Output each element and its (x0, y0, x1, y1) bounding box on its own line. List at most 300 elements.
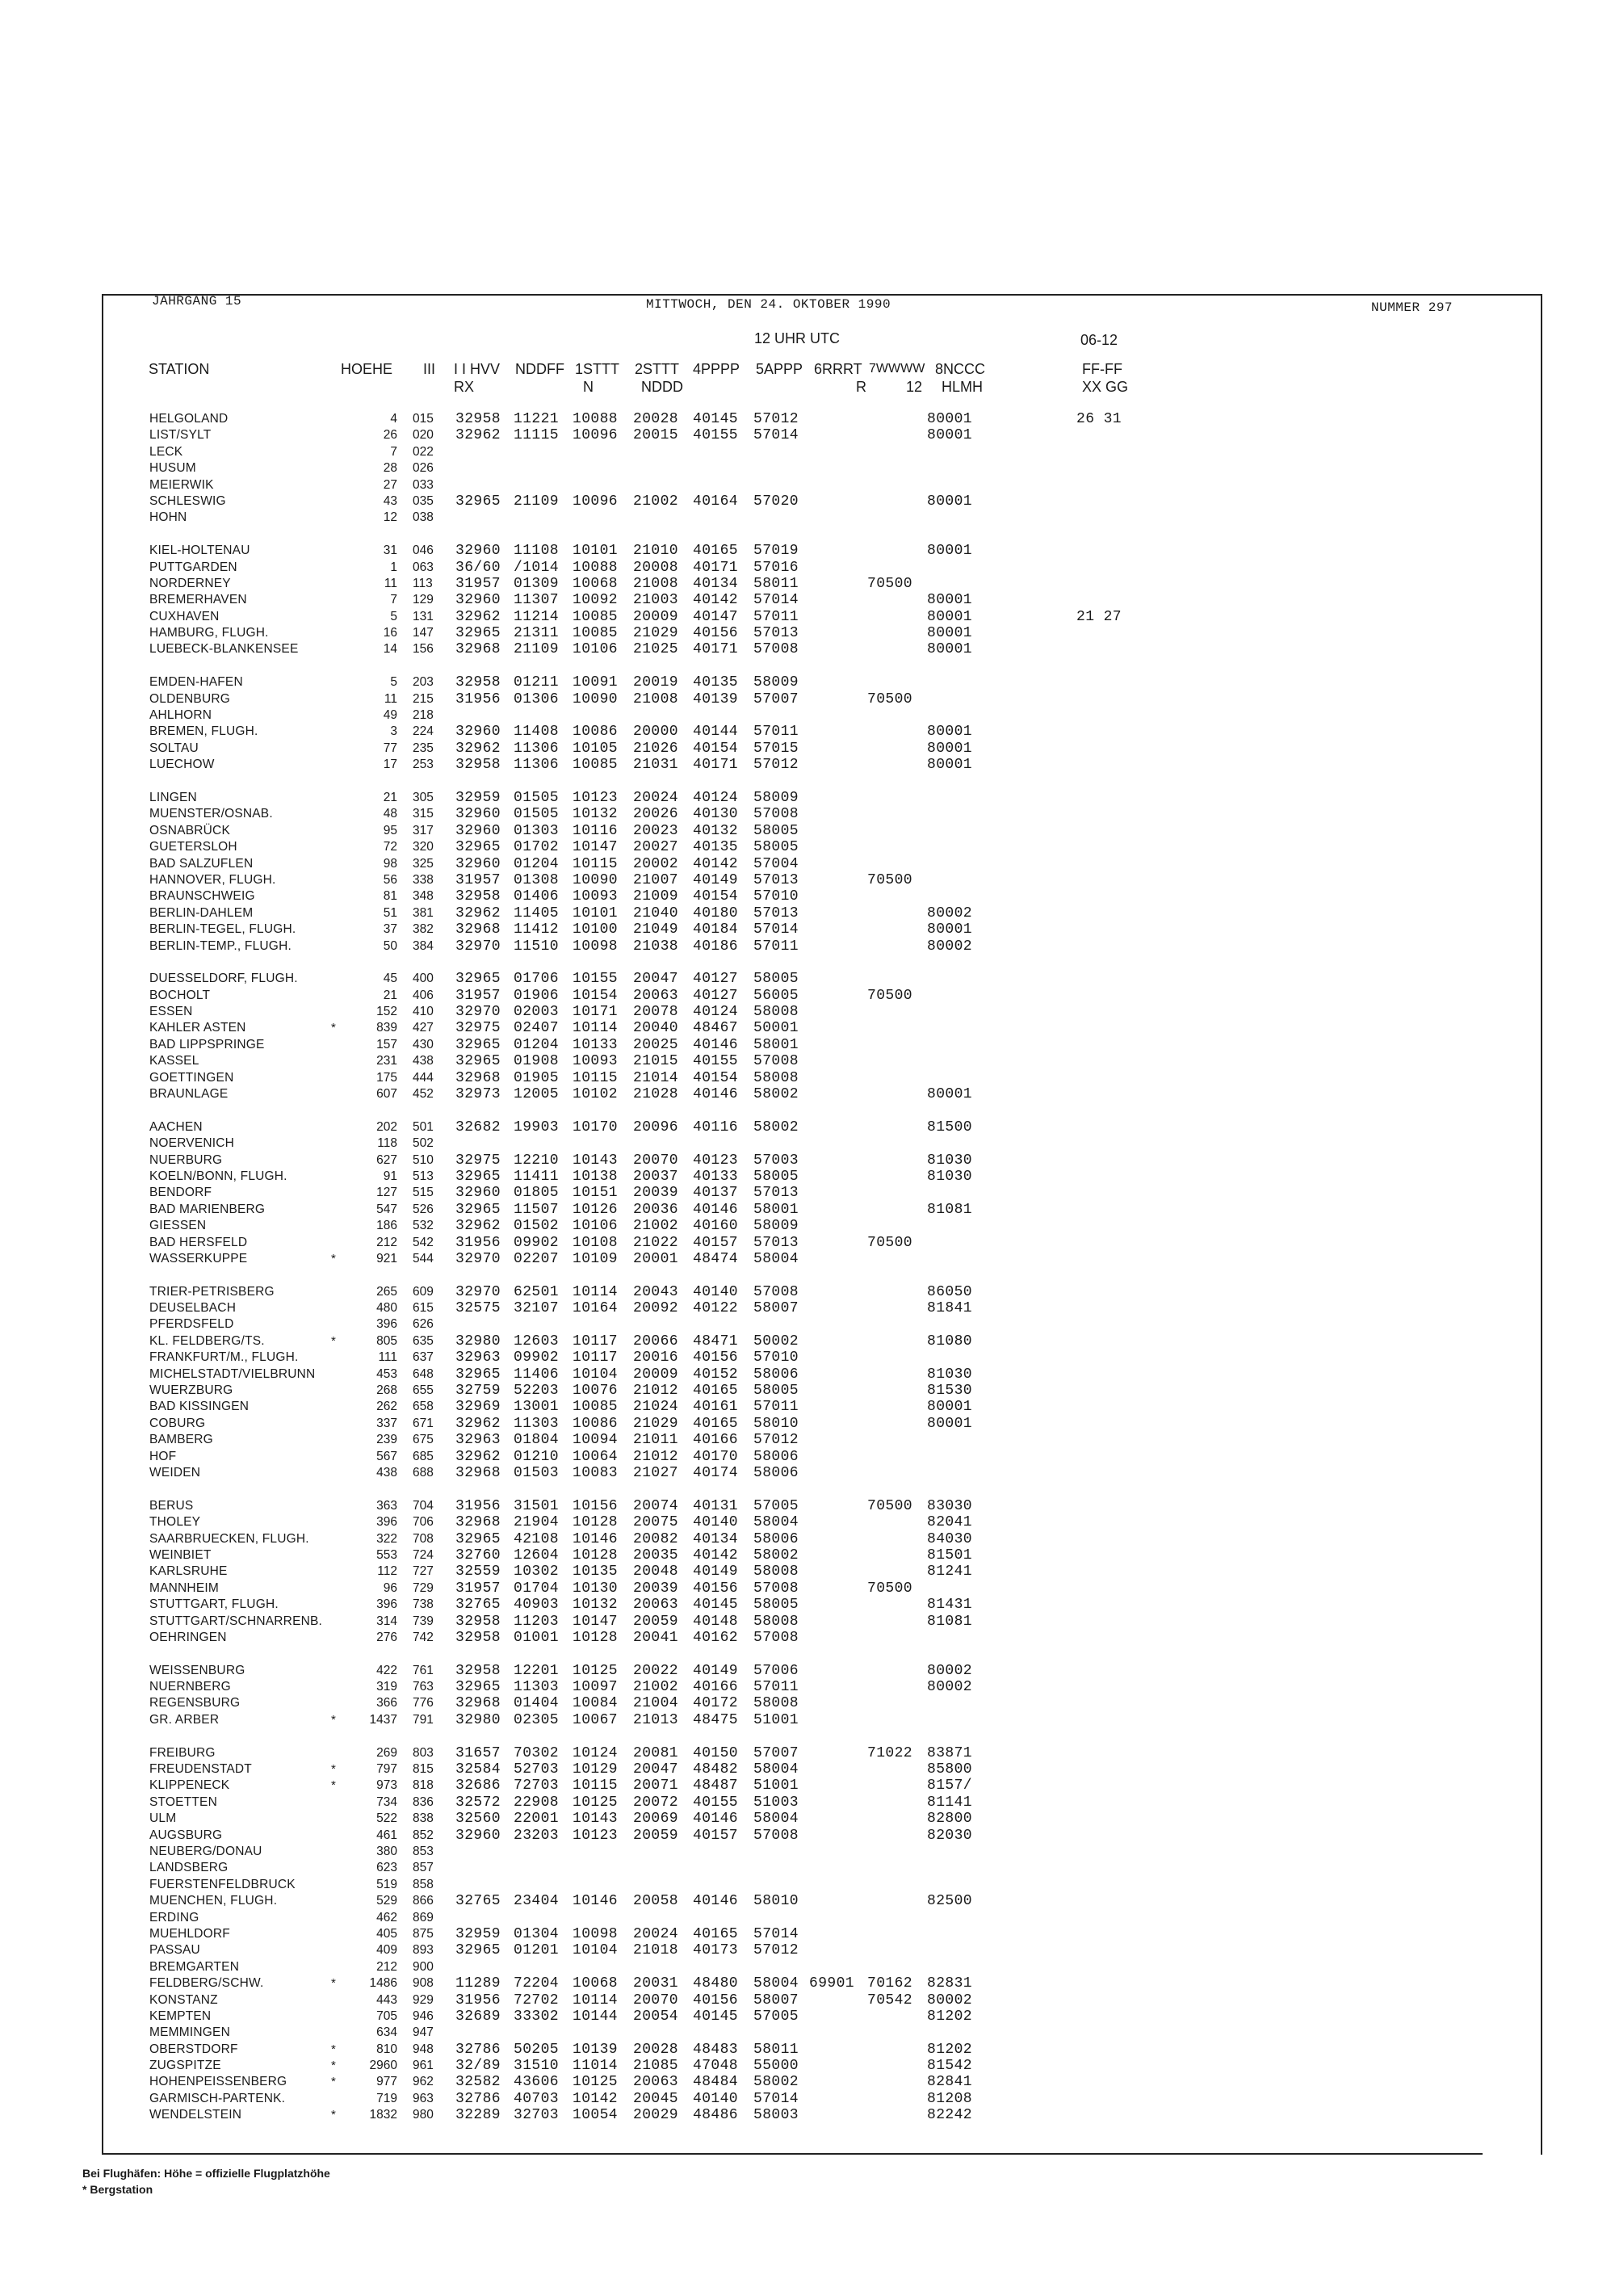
group-ihvv: 31956 (455, 1234, 501, 1251)
group-2sttt: 20058 (633, 1893, 679, 1910)
station-id: 742 (413, 1630, 434, 1644)
mountain-mark: * (331, 1762, 336, 1777)
group-8nccc: 80001 (927, 427, 973, 444)
group-2sttt: 21008 (633, 690, 679, 707)
station-height: 461 (376, 1828, 397, 1842)
station-height: 95 (383, 823, 397, 837)
station-height: 26 (383, 428, 397, 443)
group-2sttt: 21038 (633, 938, 679, 955)
group-2sttt: 21012 (633, 1448, 679, 1465)
table-row (0, 938, 1615, 955)
station-height: 11 (384, 576, 397, 590)
table-row (0, 1349, 1615, 1366)
group-4pppp: 40131 (693, 1497, 739, 1514)
group-4pppp: 40134 (693, 1530, 739, 1547)
group-2sttt: 20071 (633, 1778, 679, 1794)
group-2sttt: 20054 (633, 2008, 679, 2025)
station-id: 738 (413, 1597, 434, 1612)
group-4pppp: 40148 (693, 1613, 739, 1630)
station-id: 035 (413, 493, 434, 508)
station-name: KOELN/BONN, FLUGH. (149, 1169, 287, 1183)
table-row (0, 1020, 1615, 1036)
station-name: NOERVENICH (149, 1136, 235, 1151)
station-name: GOETTINGEN (149, 1070, 234, 1085)
station-name: WENDELSTEIN (149, 2108, 242, 2122)
station-id: 739 (413, 1614, 434, 1628)
station-name: FELDBERG/SCHW. (149, 1976, 264, 1991)
table-row (0, 625, 1615, 641)
station-name: MEIERWIK (149, 477, 214, 492)
group-ihvv: 32975 (455, 1152, 501, 1169)
station-id: 615 (413, 1301, 434, 1316)
section-gap (0, 1646, 1615, 1662)
group-2sttt: 21029 (633, 625, 679, 642)
station-height: 112 (377, 1564, 397, 1579)
group-1sttt: 10128 (573, 1629, 619, 1646)
group-8nccc: 81202 (927, 2008, 973, 2025)
mountain-mark: * (331, 1021, 336, 1035)
group-4pppp: 40145 (693, 411, 739, 427)
group-ihvv: 32965 (455, 839, 501, 856)
station-name: BREMEN, FLUGH. (149, 724, 258, 739)
col-header-2sttt: 2STTT (635, 361, 680, 377)
station-name: SOLTAU (149, 741, 199, 755)
group-2sttt: 20069 (633, 1811, 679, 1828)
table-row (0, 2025, 1615, 2041)
table-row (0, 741, 1615, 757)
station-id: 305 (413, 790, 434, 804)
group-7wwww: 70500 (867, 1580, 913, 1597)
station-id: 510 (413, 1152, 434, 1167)
group-8nccc: 81141 (927, 1794, 973, 1811)
station-name: ESSEN (149, 1005, 193, 1019)
station-height: 186 (376, 1219, 397, 1233)
station-height: 529 (376, 1894, 397, 1908)
group-5appp: 57003 (753, 1152, 799, 1169)
station-name: SCHLESWIG (149, 493, 226, 508)
group-8nccc: 81841 (927, 1300, 973, 1317)
station-name: FREUDENSTADT (149, 1762, 252, 1777)
group-ihvv: 32575 (455, 1300, 501, 1317)
mountain-mark: * (331, 2108, 336, 2122)
group-nddff: 11214 (514, 608, 560, 625)
group-ihvv: 31956 (455, 1497, 501, 1514)
group-5appp: 58009 (753, 674, 799, 691)
group-1sttt: 10130 (573, 1580, 619, 1597)
station-id: 532 (413, 1219, 434, 1233)
group-8nccc: 80001 (927, 740, 973, 757)
group-1sttt: 10101 (573, 905, 619, 921)
group-nddff: 02003 (514, 1004, 560, 1021)
group-nddff: 31501 (514, 1497, 560, 1514)
group-5appp: 58007 (753, 1300, 799, 1317)
group-4pppp: 40161 (693, 1399, 739, 1416)
station-id: 515 (413, 1186, 434, 1200)
period-label: 06-12 (1080, 332, 1118, 348)
group-1sttt: 10098 (573, 1925, 619, 1942)
station-height: 111 (378, 1350, 397, 1365)
station-id: 761 (413, 1663, 434, 1677)
station-name: BRAUNSCHWEIG (149, 889, 255, 904)
station-height: 1486 (369, 1976, 397, 1991)
issue-date: MITTWOCH, DEN 24. OKTOBER 1990 (646, 297, 891, 312)
group-8nccc: 82242 (927, 2107, 973, 2124)
table-row (0, 1399, 1615, 1415)
group-1sttt: 10088 (573, 411, 619, 427)
station-name: PUTTGARDEN (149, 560, 237, 574)
group-5appp: 57014 (753, 1925, 799, 1942)
group-2sttt: 20028 (633, 411, 679, 427)
station-height: 977 (376, 2075, 397, 2089)
station-id: 635 (413, 1333, 434, 1348)
group-2sttt: 21029 (633, 1415, 679, 1432)
group-2sttt: 21008 (633, 575, 679, 592)
group-4pppp: 40146 (693, 1811, 739, 1828)
table-row (0, 1794, 1615, 1811)
table-row (0, 1893, 1615, 1909)
group-ihvv: 32960 (455, 724, 501, 741)
group-ihvv: 31657 (455, 1744, 501, 1761)
station-id: 836 (413, 1794, 434, 1809)
station-height: 212 (376, 1959, 397, 1974)
group-nddff: 01404 (514, 1695, 560, 1712)
station-name: NUERNBERG (149, 1680, 231, 1694)
group-1sttt: 10054 (573, 2107, 619, 2124)
mountain-mark: * (331, 2059, 336, 2073)
table-row (0, 1860, 1615, 1876)
table-row (0, 856, 1615, 872)
group-2sttt: 21004 (633, 1695, 679, 1712)
group-1sttt: 10156 (573, 1497, 619, 1514)
station-id: 015 (413, 412, 434, 426)
group-nddff: 02407 (514, 1020, 560, 1037)
group-nddff: 40703 (514, 2090, 560, 2107)
group-4pppp: 48486 (693, 2107, 739, 2124)
group-1sttt: 10109 (573, 1250, 619, 1267)
station-id: 929 (413, 1992, 434, 2007)
station-name: MEMMINGEN (149, 2025, 230, 2040)
footnote-mountain-station: * Bergstation (82, 2183, 153, 2196)
station-name: ERDING (149, 1910, 199, 1925)
group-8nccc: 80001 (927, 724, 973, 741)
station-name: HOF (149, 1449, 177, 1463)
group-4pppp: 40139 (693, 690, 739, 707)
group-1sttt: 10085 (573, 608, 619, 625)
table-row (0, 641, 1615, 657)
group-4pppp: 40157 (693, 1234, 739, 1251)
group-5appp: 58009 (753, 1218, 799, 1235)
group-nddff: 01309 (514, 575, 560, 592)
group-4pppp: 40172 (693, 1695, 739, 1712)
group-2sttt: 20040 (633, 1020, 679, 1037)
station-name: CUXHAVEN (149, 609, 220, 623)
station-height: 152 (376, 1005, 397, 1019)
station-id: 022 (413, 444, 434, 459)
station-name: STUTTGART/SCHNARRENB. (149, 1614, 323, 1628)
table-row (0, 427, 1615, 443)
station-id: 452 (413, 1087, 434, 1102)
station-height: 973 (376, 1778, 397, 1793)
group-2sttt: 20026 (633, 806, 679, 823)
station-id: 729 (413, 1580, 434, 1595)
group-2sttt: 21027 (633, 1465, 679, 1481)
station-name: COBURG (149, 1416, 206, 1430)
table-row (0, 1449, 1615, 1465)
group-2sttt: 20031 (633, 1975, 679, 1992)
station-height: 634 (376, 2025, 397, 2040)
station-height: 43 (383, 493, 397, 508)
group-4pppp: 40122 (693, 1300, 739, 1317)
group-nddff: 01308 (514, 871, 560, 888)
station-id: 688 (413, 1466, 434, 1480)
group-2sttt: 21040 (633, 905, 679, 921)
station-name: WUERZBURG (149, 1383, 233, 1398)
table-row (0, 1300, 1615, 1316)
group-5appp: 50002 (753, 1333, 799, 1349)
station-id: 947 (413, 2025, 434, 2040)
group-1sttt: 10085 (573, 625, 619, 642)
group-4pppp: 47048 (693, 2058, 739, 2075)
group-5appp: 57014 (753, 921, 799, 938)
table-row (0, 1284, 1615, 1300)
group-2sttt: 20039 (633, 1580, 679, 1597)
group-nddff: 21109 (514, 493, 560, 510)
group-8nccc: 81030 (927, 1168, 973, 1185)
group-5appp: 57007 (753, 1744, 799, 1761)
station-name: HANNOVER, FLUGH. (149, 872, 276, 887)
group-2sttt: 20009 (633, 1366, 679, 1383)
group-4pppp: 40154 (693, 740, 739, 757)
station-height: 319 (376, 1680, 397, 1694)
group-1sttt: 10151 (573, 1185, 619, 1202)
table-row (0, 560, 1615, 576)
station-name: WEISSENBURG (149, 1663, 245, 1677)
group-2sttt: 21010 (633, 543, 679, 560)
station-name: HELGOLAND (149, 412, 229, 426)
group-nddff: 11108 (514, 543, 560, 560)
group-5appp: 58003 (753, 2107, 799, 2124)
station-height: 380 (376, 1844, 397, 1858)
group-5appp: 58010 (753, 1893, 799, 1910)
group-5appp: 58002 (753, 1086, 799, 1103)
group-ihvv: 32962 (455, 608, 501, 625)
group-nddff: 33302 (514, 2008, 560, 2025)
group-1sttt: 10094 (573, 1432, 619, 1449)
station-id: 502 (413, 1136, 434, 1151)
group-5appp: 57011 (753, 724, 799, 741)
station-id: 129 (413, 593, 434, 607)
table-row (0, 2008, 1615, 2025)
group-2sttt: 20066 (633, 1333, 679, 1349)
group-5appp: 55000 (753, 2058, 799, 2075)
group-nddff: 21109 (514, 641, 560, 658)
group-1sttt: 10104 (573, 1942, 619, 1959)
group-1sttt: 10146 (573, 1893, 619, 1910)
group-nddff: 43606 (514, 2074, 560, 2091)
group-ihvv: 32965 (455, 1201, 501, 1218)
group-1sttt: 10125 (573, 1662, 619, 1679)
group-1sttt: 10067 (573, 1711, 619, 1728)
group-4pppp: 48484 (693, 2074, 739, 2091)
group-5appp: 58004 (753, 1975, 799, 1992)
group-nddff: 23404 (514, 1893, 560, 1910)
group-1sttt: 10106 (573, 1218, 619, 1235)
station-height: 48 (383, 807, 397, 821)
group-8nccc: 80001 (927, 641, 973, 658)
group-nddff: 52203 (514, 1383, 560, 1400)
group-1sttt: 10155 (573, 971, 619, 988)
table-row (0, 1218, 1615, 1234)
group-1sttt: 10097 (573, 1679, 619, 1696)
group-8nccc: 81030 (927, 1152, 973, 1169)
group-ihvv: 36/60 (455, 559, 501, 576)
group-4pppp: 40137 (693, 1185, 739, 1202)
station-height: 1437 (369, 1712, 397, 1727)
group-7wwww: 71022 (867, 1744, 913, 1761)
station-id: 348 (413, 889, 434, 904)
group-8nccc: 80002 (927, 1662, 973, 1679)
station-id: 526 (413, 1202, 434, 1216)
group-2sttt: 20008 (633, 559, 679, 576)
group-2sttt: 21025 (633, 641, 679, 658)
station-name: ZUGSPITZE (149, 2059, 221, 2073)
group-1sttt: 10139 (573, 2041, 619, 2058)
station-id: 875 (413, 1926, 434, 1941)
station-name: OLDENBURG (149, 691, 230, 706)
group-5appp: 57019 (753, 543, 799, 560)
group-5appp: 58008 (753, 1695, 799, 1712)
station-id: 962 (413, 2075, 434, 2089)
group-2sttt: 21026 (633, 740, 679, 757)
station-name: LECK (149, 444, 183, 459)
group-5appp: 57008 (753, 1580, 799, 1597)
table-row (0, 1663, 1615, 1679)
table-row (0, 905, 1615, 921)
station-name: OEHRINGEN (149, 1630, 227, 1644)
group-1sttt: 10125 (573, 2074, 619, 2091)
group-4pppp: 40165 (693, 1383, 739, 1400)
station-id: 444 (413, 1070, 434, 1085)
group-5appp: 58005 (753, 1168, 799, 1185)
table-row (0, 1135, 1615, 1152)
group-4pppp: 40156 (693, 1349, 739, 1366)
group-4pppp: 40154 (693, 1069, 739, 1086)
group-4pppp: 40149 (693, 871, 739, 888)
group-2sttt: 20074 (633, 1497, 679, 1514)
table-row (0, 1942, 1615, 1958)
group-4pppp: 40127 (693, 987, 739, 1004)
group-4pppp: 40145 (693, 1597, 739, 1614)
group-1sttt: 10068 (573, 1975, 619, 1992)
group-1sttt: 10164 (573, 1300, 619, 1317)
group-1sttt: 10115 (573, 855, 619, 872)
group-5appp: 57008 (753, 1053, 799, 1070)
station-name: STOETTEN (149, 1794, 217, 1809)
group-2sttt: 20022 (633, 1662, 679, 1679)
group-nddff: 11221 (514, 411, 560, 427)
station-height: 5 (390, 609, 397, 623)
group-ihvv: 32960 (455, 592, 501, 609)
group-1sttt: 10068 (573, 575, 619, 592)
group-8nccc: 82800 (927, 1811, 973, 1828)
group-nddff: 50205 (514, 2041, 560, 2058)
group-6rrrt: 69901 (809, 1975, 855, 1992)
station-name: KASSEL (149, 1054, 199, 1068)
group-5appp: 57011 (753, 608, 799, 625)
group-8nccc: 8157/ (927, 1778, 973, 1794)
station-id: 626 (413, 1317, 434, 1332)
group-2sttt: 20041 (633, 1629, 679, 1646)
group-1sttt: 10083 (573, 1465, 619, 1481)
station-height: 51 (383, 905, 397, 920)
section-gap (0, 1481, 1615, 1497)
station-name: GUETERSLOH (149, 840, 237, 854)
group-1sttt: 10126 (573, 1201, 619, 1218)
group-2sttt: 21015 (633, 1053, 679, 1070)
group-5appp: 58004 (753, 1761, 799, 1778)
station-height: 12 (383, 510, 397, 525)
group-ihvv: 32572 (455, 1794, 501, 1811)
group-nddff: 01906 (514, 987, 560, 1004)
group-1sttt: 10144 (573, 2008, 619, 2025)
group-2sttt: 20096 (633, 1119, 679, 1135)
group-nddff: 01704 (514, 1580, 560, 1597)
station-id: 224 (413, 724, 434, 739)
group-2sttt: 21085 (633, 2058, 679, 2075)
group-2sttt: 21011 (633, 1432, 679, 1449)
group-ihvv: 32965 (455, 1053, 501, 1070)
station-id: 948 (413, 2042, 434, 2056)
group-ihvv: 32962 (455, 1448, 501, 1465)
group-ihvv: 32970 (455, 1283, 501, 1300)
group-8nccc: 80001 (927, 543, 973, 560)
station-name: BERLIN-TEMP., FLUGH. (149, 938, 292, 953)
group-4pppp: 40146 (693, 1201, 739, 1218)
group-nddff: 12005 (514, 1086, 560, 1103)
station-height: 7 (390, 593, 397, 607)
group-1sttt: 10086 (573, 724, 619, 741)
group-ihvv: 32960 (455, 806, 501, 823)
group-5appp: 57008 (753, 1629, 799, 1646)
group-nddff: 11406 (514, 1366, 560, 1383)
group-nddff: 11303 (514, 1679, 560, 1696)
station-height: 1832 (369, 2108, 397, 2122)
group-ihvv: 32959 (455, 789, 501, 806)
group-nddff: 31510 (514, 2058, 560, 2075)
station-name: GARMISCH-PARTENK. (149, 2091, 286, 2105)
table-row (0, 1580, 1615, 1597)
mountain-mark: * (331, 1778, 336, 1793)
group-ihvv: 32965 (455, 971, 501, 988)
station-id: 338 (413, 872, 434, 887)
group-2sttt: 21007 (633, 871, 679, 888)
group-4pppp: 40165 (693, 1415, 739, 1432)
group-2sttt: 20025 (633, 1036, 679, 1053)
group-5appp: 57012 (753, 1942, 799, 1959)
group-5appp: 58001 (753, 1201, 799, 1218)
station-height: 2960 (369, 2059, 397, 2073)
col-header-5appp: 5APPP (756, 361, 803, 377)
group-2sttt: 20072 (633, 1794, 679, 1811)
station-name: MUENSTER/OSNAB. (149, 807, 273, 821)
table-row (0, 1828, 1615, 1844)
table-row (0, 1531, 1615, 1547)
group-1sttt: 10114 (573, 1992, 619, 2008)
group-ihvv: 32682 (455, 1119, 501, 1135)
group-4pppp: 48467 (693, 1020, 739, 1037)
group-1sttt: 10093 (573, 888, 619, 905)
group-5appp: 58008 (753, 1613, 799, 1630)
